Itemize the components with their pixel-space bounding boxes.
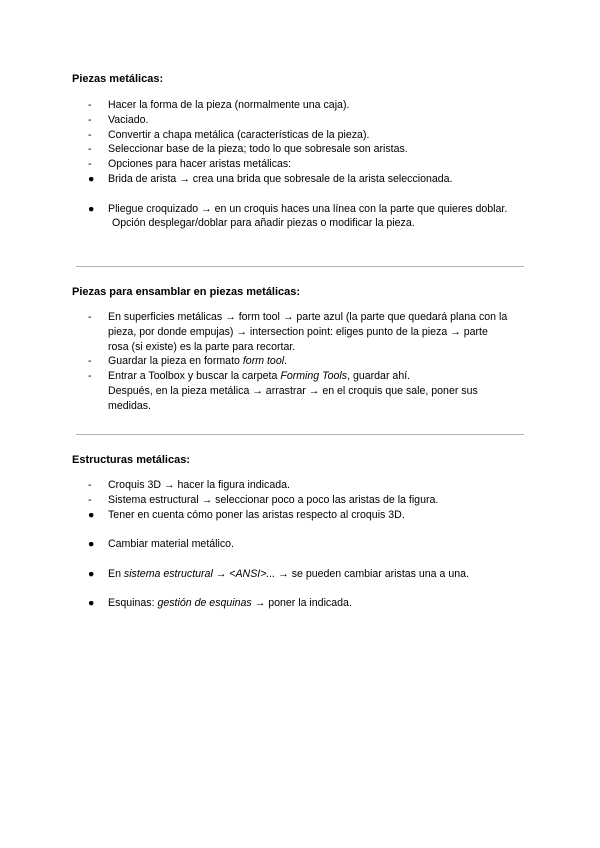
list-item	[72, 98, 532, 113]
dash-marker: -	[88, 370, 92, 383]
list-item	[72, 493, 532, 508]
list-item	[72, 157, 532, 172]
item-text: Convertir a chapa metálica (características de la pieza).	[108, 128, 370, 141]
list-item	[72, 369, 532, 413]
dash-marker: -	[88, 128, 92, 141]
item-text: En superficies metálicas → form tool → parte azul (la parte que quedará plana con la	[108, 311, 508, 323]
item-text-continuation: Después, en la pieza metálica → arrastrar → en el croquis que sale, poner sus	[108, 384, 478, 397]
list-item	[72, 113, 532, 128]
item-text-pre: En	[108, 567, 124, 580]
item-text-pre: Guardar la pieza en formato	[108, 355, 243, 368]
bullet-marker: ●	[88, 538, 95, 551]
item-text-continuation: rosa (si existe) es la parte para recortar.	[108, 340, 296, 353]
list-item	[72, 567, 532, 582]
section-title-piezas-metalicas: Piezas metálicas:	[72, 73, 164, 85]
list-item	[72, 142, 532, 157]
item-text-post: → se pueden cambiar aristas una a una.	[275, 567, 469, 580]
item-text-post: .	[284, 355, 288, 368]
dash-marker: -	[88, 113, 92, 126]
item-text-post: → poner la indicada.	[251, 597, 352, 610]
horizontal-divider	[76, 434, 524, 435]
dash-marker: -	[88, 493, 92, 506]
list-piezas-metalicas	[72, 98, 532, 231]
dash-marker: -	[88, 311, 92, 323]
item-text: Cambiar material metálico.	[108, 538, 234, 551]
list-item	[72, 310, 532, 354]
horizontal-divider	[76, 266, 524, 267]
dash-marker: -	[88, 355, 92, 368]
bullet-marker: ●	[88, 567, 95, 580]
list-estructuras-metalicas	[72, 478, 532, 611]
section-title-estructuras-metalicas: Estructuras metálicas:	[72, 454, 190, 466]
item-text: Seleccionar base de la pieza; todo lo que sobresale son aristas.	[108, 143, 408, 156]
list-item	[72, 596, 532, 611]
bullet-marker: ●	[88, 172, 95, 185]
item-text	[108, 369, 532, 384]
list-item	[72, 508, 532, 523]
item-text: Sistema estructural → seleccionar poco a poco las aristas de la figura.	[108, 493, 439, 506]
item-text-emphasis: Forming Tools	[280, 370, 348, 383]
item-text-emphasis: sistema estructural → <ANSI>...	[123, 567, 276, 580]
item-text: Pliegue croquizado → en un croquis haces una línea con la parte que quieres doblar.	[108, 202, 508, 215]
item-text: Opciones para hacer aristas metálicas:	[108, 158, 292, 171]
bullet-marker: ●	[88, 597, 95, 610]
list-piezas-ensamblar	[72, 310, 532, 414]
item-text: Tener en cuenta cómo poner las aristas respecto al croquis 3D.	[108, 508, 405, 521]
item-text: Hacer la forma de la pieza (normalmente una caja).	[108, 99, 350, 111]
dash-marker: -	[88, 143, 92, 156]
item-text-emphasis: form tool	[242, 355, 285, 368]
item-text: Vaciado.	[108, 113, 149, 126]
item-text-continuation: medidas.	[108, 399, 151, 412]
item-text	[108, 567, 532, 582]
section-title-piezas-ensamblar: Piezas para ensamblar en piezas metálicas:	[72, 286, 301, 298]
dash-marker: -	[88, 479, 92, 491]
list-item	[72, 202, 532, 232]
item-text	[108, 354, 532, 369]
bullet-marker: ●	[88, 508, 95, 521]
dash-marker: -	[88, 158, 92, 171]
bullet-marker: ●	[88, 202, 95, 215]
item-text-post: , guardar ahí.	[347, 370, 411, 383]
list-item	[72, 537, 532, 552]
item-text-emphasis: gestión de esquinas	[157, 597, 252, 610]
list-item	[72, 478, 532, 493]
item-text: Brida de arista → crea una brida que sobresale de la arista seleccionada.	[108, 172, 453, 185]
item-text-continuation: Opción desplegar/doblar para añadir piezas o modificar la pieza.	[112, 217, 415, 230]
list-item	[72, 354, 532, 369]
item-text: Croquis 3D → hacer la figura indicada.	[108, 479, 290, 491]
list-item	[72, 172, 532, 187]
list-item	[72, 128, 532, 143]
item-text-pre: Esquinas:	[108, 597, 158, 610]
item-text	[108, 596, 532, 611]
item-text-pre: Entrar a Toolbox y buscar la carpeta	[108, 370, 281, 383]
dash-marker: -	[88, 99, 92, 111]
item-text-continuation: pieza, por donde empujas) → intersection point: eliges punto de la pieza → parte	[108, 325, 488, 338]
